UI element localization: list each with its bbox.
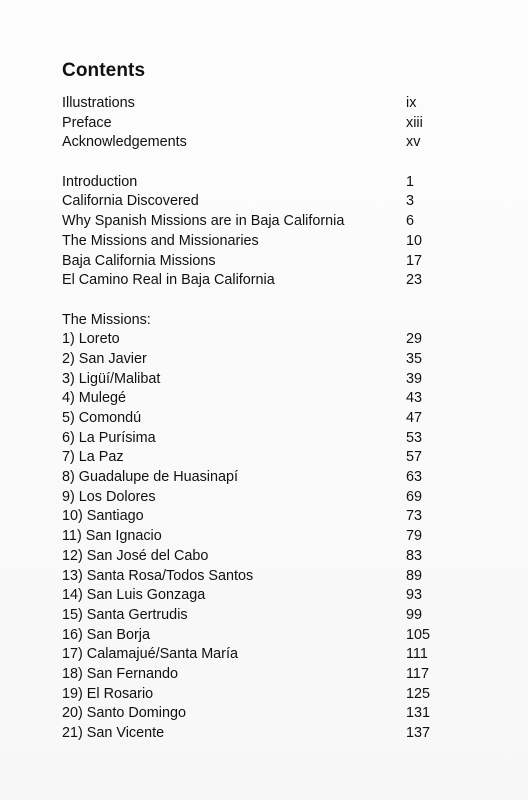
toc-entry-page-number: 79 — [406, 528, 423, 545]
toc-entry — [62, 389, 452, 409]
toc-entry-page-number: 6 — [406, 213, 415, 230]
toc-entry — [62, 626, 452, 646]
toc-entry-title: 14) San Luis Gonzaga — [62, 587, 206, 604]
toc-entry — [62, 468, 452, 488]
toc-entry-title: Why Spanish Missions are in Baja California — [62, 213, 345, 230]
introduction-section — [62, 173, 452, 291]
toc-entry-title: 17) Calamajué/Santa María — [62, 646, 238, 663]
toc-entry — [62, 192, 452, 212]
toc-entry-title: 10) Santiago — [62, 508, 144, 525]
toc-entry-title: 7) La Paz — [62, 449, 124, 466]
toc-entry — [62, 724, 452, 744]
page-title: Contents — [62, 60, 146, 81]
toc-entry-page-number: 39 — [406, 370, 423, 387]
toc-entry-title: 6) La Purísima — [62, 429, 156, 446]
toc-entry — [62, 685, 452, 705]
toc-entry-title: The Missions and Missionaries — [62, 232, 259, 249]
toc-entry — [62, 567, 452, 587]
toc-entry-page-number: 83 — [406, 547, 423, 564]
toc-entry — [62, 271, 452, 291]
toc-entry — [62, 547, 452, 567]
toc-entry-page-number: 47 — [406, 410, 423, 426]
toc-entry — [62, 704, 452, 724]
toc-entry-title: 16) San Borja — [62, 626, 150, 643]
toc-entry-title: 3) Ligüí/Malibat — [62, 370, 161, 387]
toc-entry — [62, 606, 452, 626]
toc-entry — [62, 527, 452, 547]
toc-entry-title: Illustrations — [62, 95, 135, 111]
toc-entry — [62, 645, 452, 665]
toc-entry — [62, 409, 452, 429]
toc-entry-title: 8) Guadalupe de Huasinapí — [62, 469, 239, 486]
toc-entry-page-number: 105 — [406, 626, 431, 643]
toc-entry-page-number: 53 — [406, 429, 423, 446]
toc-entry — [62, 665, 452, 685]
toc-entry-title: 20) Santo Domingo — [62, 705, 186, 722]
toc-entry — [62, 212, 452, 232]
toc-entry — [62, 350, 452, 370]
toc-entry — [62, 370, 452, 390]
toc-entry — [62, 133, 452, 153]
section-gap — [62, 291, 452, 311]
toc-entry-page-number: 99 — [406, 606, 423, 623]
toc-entry-page-number: 1 — [406, 173, 415, 190]
toc-entry-title: 15) Santa Gertrudis — [62, 606, 188, 623]
toc-entry-title: 9) Los Dolores — [62, 488, 156, 505]
toc-entry — [62, 586, 452, 606]
toc-entry — [62, 114, 452, 134]
toc-entry-title: 12) San José del Cabo — [62, 547, 209, 564]
toc-entry-page-number: 10 — [406, 232, 423, 249]
toc-entry — [62, 448, 452, 468]
toc-entry-page-number: 93 — [406, 587, 423, 604]
toc-entry-title: California Discovered — [62, 193, 199, 210]
toc-entry-page-number: 89 — [406, 567, 423, 584]
toc-entry-page-number: 29 — [406, 331, 423, 348]
table-of-contents — [62, 94, 452, 744]
front-matter-section — [62, 94, 452, 153]
section-gap — [62, 153, 452, 173]
toc-entry-title: Preface — [62, 114, 112, 131]
toc-entry — [62, 507, 452, 527]
toc-entry-title: 5) Comondú — [62, 410, 142, 426]
toc-entry-page-number: 111 — [406, 646, 428, 663]
toc-entry-title: 1) Loreto — [62, 331, 120, 348]
toc-entry-page-number: 3 — [406, 193, 415, 210]
toc-entry-title: 2) San Javier — [62, 350, 147, 367]
toc-entry — [62, 252, 452, 272]
toc-entry-title: 4) Mulegé — [62, 390, 126, 407]
toc-entry-title: 18) San Fernando — [62, 665, 179, 682]
toc-entry-page-number: xv — [406, 134, 421, 151]
toc-entry-title: Baja California Missions — [62, 252, 216, 269]
toc-entry-page-number: 23 — [406, 272, 423, 289]
toc-entry-page-number: 57 — [406, 449, 423, 466]
toc-entry — [62, 429, 452, 449]
toc-entry-page-number: 137 — [406, 725, 431, 741]
toc-entry-title: 19) El Rosario — [62, 685, 154, 702]
toc-entry-page-number: 73 — [406, 508, 423, 525]
toc-entry-page-number: 17 — [406, 252, 423, 269]
toc-entry-title: Acknowledgements — [62, 134, 187, 151]
toc-entry-page-number: 69 — [406, 488, 423, 505]
toc-entry-page-number: 43 — [406, 390, 423, 407]
toc-entry — [62, 330, 452, 350]
toc-entry-page-number: 131 — [406, 705, 431, 722]
toc-entry-title: El Camino Real in Baja California — [62, 272, 275, 289]
toc-entry-title: Introduction — [62, 173, 138, 190]
missions-heading: The Missions: — [62, 311, 151, 328]
toc-entry-page-number: 35 — [406, 350, 423, 367]
missions-section — [62, 330, 452, 743]
toc-entry-page-number: xiii — [406, 114, 423, 131]
toc-entry — [62, 488, 452, 508]
toc-entry-page-number: 117 — [406, 665, 429, 682]
toc-entry-page-number: 125 — [406, 685, 431, 702]
toc-entry — [62, 173, 452, 193]
toc-entry-title: 13) Santa Rosa/Todos Santos — [62, 567, 254, 584]
toc-entry-title: 11) San Ignacio — [62, 528, 162, 545]
toc-entry-title: 21) San Vicente — [62, 725, 165, 741]
toc-entry-page-number: ix — [406, 95, 417, 111]
toc-entry — [62, 232, 452, 252]
toc-entry-page-number: 63 — [406, 469, 423, 486]
toc-entry — [62, 94, 452, 114]
